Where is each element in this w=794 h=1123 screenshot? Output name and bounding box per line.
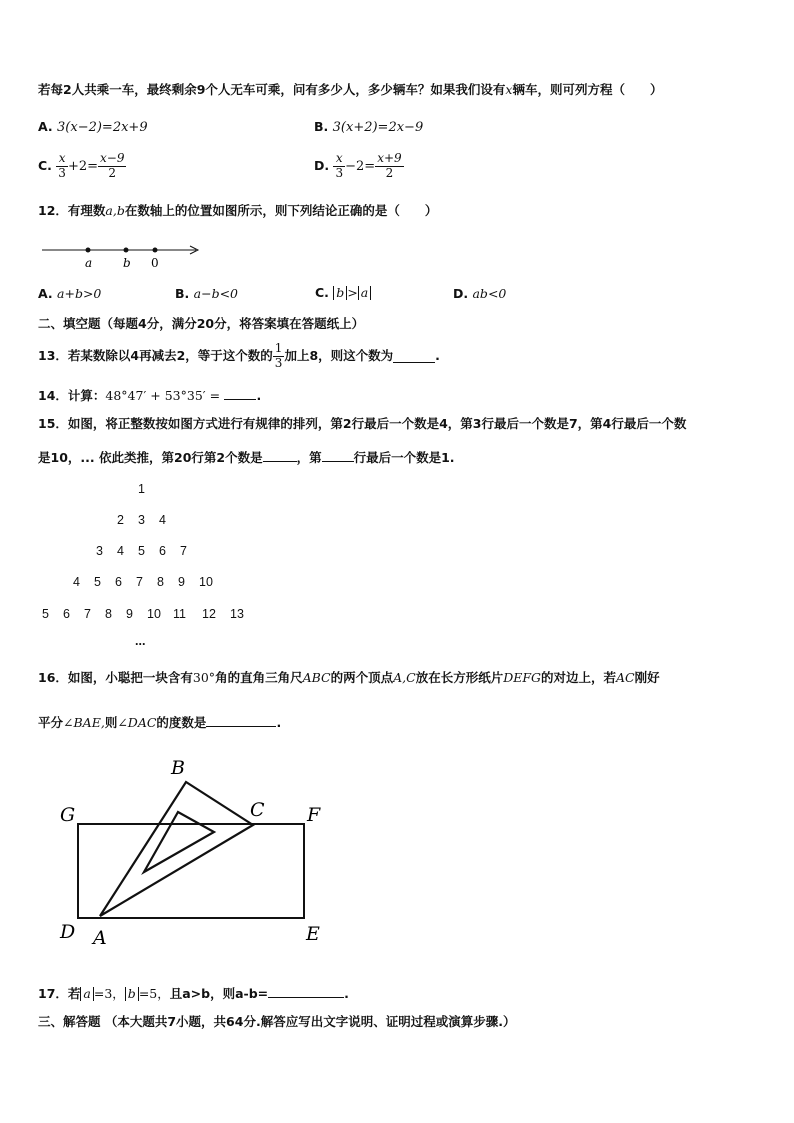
triangle-abc-inner xyxy=(144,812,214,872)
tri-r5-c1: 5 xyxy=(42,607,49,621)
triangle-abc-outer xyxy=(100,782,253,916)
tri-r3-c3: 5 xyxy=(138,544,145,558)
q11-option-d: D. $\frac{x}{3}$ −2= $\frac{x+9}{2}$ xyxy=(314,151,402,180)
tri-r3-c2: 4 xyxy=(117,544,124,558)
label-zero: 0 xyxy=(151,256,159,270)
tri-r5-c6: 10 xyxy=(147,607,161,621)
label-D: D xyxy=(60,921,76,943)
tri-r4-c4: 7 xyxy=(136,575,143,589)
tri-r4-c1: 4 xyxy=(73,575,80,589)
label-a: a xyxy=(85,256,93,270)
q17-answer-blank xyxy=(268,985,344,998)
q13: 13．若某数除以4再减去2，等于这个数的 $\frac{1}{3}$ 加上8，则这个数为 . xyxy=(38,341,440,370)
label-F: F xyxy=(307,804,321,826)
label-E: E xyxy=(306,923,320,945)
q16-line2: 平分∠BAE,则∠DAC的度数是 . xyxy=(38,715,282,730)
q15-answer-blank-2 xyxy=(322,449,354,462)
q15-answer-blank-1 xyxy=(263,449,297,462)
q15-line1: 15．如图，将正整数按如图方式进行有规律的排列，第2行最后一个数是4，第3行最后一个数是7，第4行最后一个数 xyxy=(38,416,687,431)
q14: 14．计算：48°47′ + 53°35′ = . xyxy=(38,388,262,403)
q16-line1: 16．如图，小聪把一块含有30°角的直角三角尺ABC的两个顶点A,C放在长方形纸片DEFG的对边上，若AC刚好 xyxy=(38,670,660,685)
q14-answer-blank xyxy=(224,387,256,400)
tri-r3-c5: 7 xyxy=(180,544,187,558)
tri-r5-c8: 12 xyxy=(202,607,216,621)
tri-r2-c3: 4 xyxy=(159,513,166,527)
section-3-heading: 三、解答题 （本大题共7小题，共64分.解答应写出文字说明、证明过程或演算步骤.） xyxy=(38,1014,516,1029)
tri-r3-c4: 6 xyxy=(159,544,166,558)
q12-option-d: D. ab<0 xyxy=(453,286,507,301)
tri-r5-c3: 7 xyxy=(84,607,91,621)
tri-r5-c2: 6 xyxy=(63,607,70,621)
label-A: A xyxy=(93,927,107,949)
tri-r4-c3: 6 xyxy=(115,575,122,589)
q13-answer-blank xyxy=(393,350,435,363)
tri-r5-c5: 9 xyxy=(126,607,133,621)
q11-option-a: A. 3(x−2)=2x+9 xyxy=(38,119,148,135)
q12-option-b: B. a−b<0 xyxy=(175,286,238,301)
tri-r5-c7: 11 xyxy=(173,607,186,621)
point-zero xyxy=(153,248,158,253)
q12-option-a: A. a+b>0 xyxy=(38,286,102,301)
tri-r5-c4: 8 xyxy=(105,607,112,621)
section-2-heading: 二、填空题（每题4分，满分20分，将答案填在答题纸上） xyxy=(38,316,365,331)
q12-option-c: C. b > a xyxy=(315,286,371,300)
q11-option-c: C. $\frac{x}{3}$ +2= $\frac{x-9}{2}$ xyxy=(38,151,125,180)
tri-r4-c7: 10 xyxy=(199,575,213,589)
label-b: b xyxy=(123,256,131,270)
q11-stem: 若每2人共乘一车，最终剩余9个人无车可乘，问有多少人，多少辆车？如果我们设有x辆车，则可列方程（ ） xyxy=(38,82,663,97)
q11-option-b: B. 3(x+2)=2x−9 xyxy=(314,119,424,135)
tri-r5-c9: 13 xyxy=(230,607,244,621)
q12-stem: 12．有理数a,b在数轴上的位置如图所示，则下列结论正确的是（ ） xyxy=(38,203,438,218)
tri-ellipsis: ... xyxy=(135,634,146,648)
q16-answer-blank xyxy=(206,714,276,727)
q17: 17．若 a =3， b =5，且a>b，则a-b= . xyxy=(38,986,349,1001)
tri-r4-c5: 8 xyxy=(157,575,164,589)
point-a xyxy=(86,248,91,253)
label-B: B xyxy=(171,757,185,779)
tri-r1-c1: 1 xyxy=(138,482,145,496)
label-C: C xyxy=(250,799,265,821)
rectangle-defg xyxy=(78,824,304,918)
q15-line2: 是10，... 依此类推，第20行第2个数是 ，第 行最后一个数是1. xyxy=(38,450,455,465)
number-line xyxy=(38,240,218,272)
tri-r4-c6: 9 xyxy=(178,575,185,589)
tri-r2-c1: 2 xyxy=(117,513,124,527)
tri-r2-c2: 3 xyxy=(138,513,145,527)
tri-r3-c1: 3 xyxy=(96,544,103,558)
point-b xyxy=(124,248,129,253)
label-G: G xyxy=(60,804,76,826)
q16-figure xyxy=(50,752,340,952)
tri-r4-c2: 5 xyxy=(94,575,101,589)
